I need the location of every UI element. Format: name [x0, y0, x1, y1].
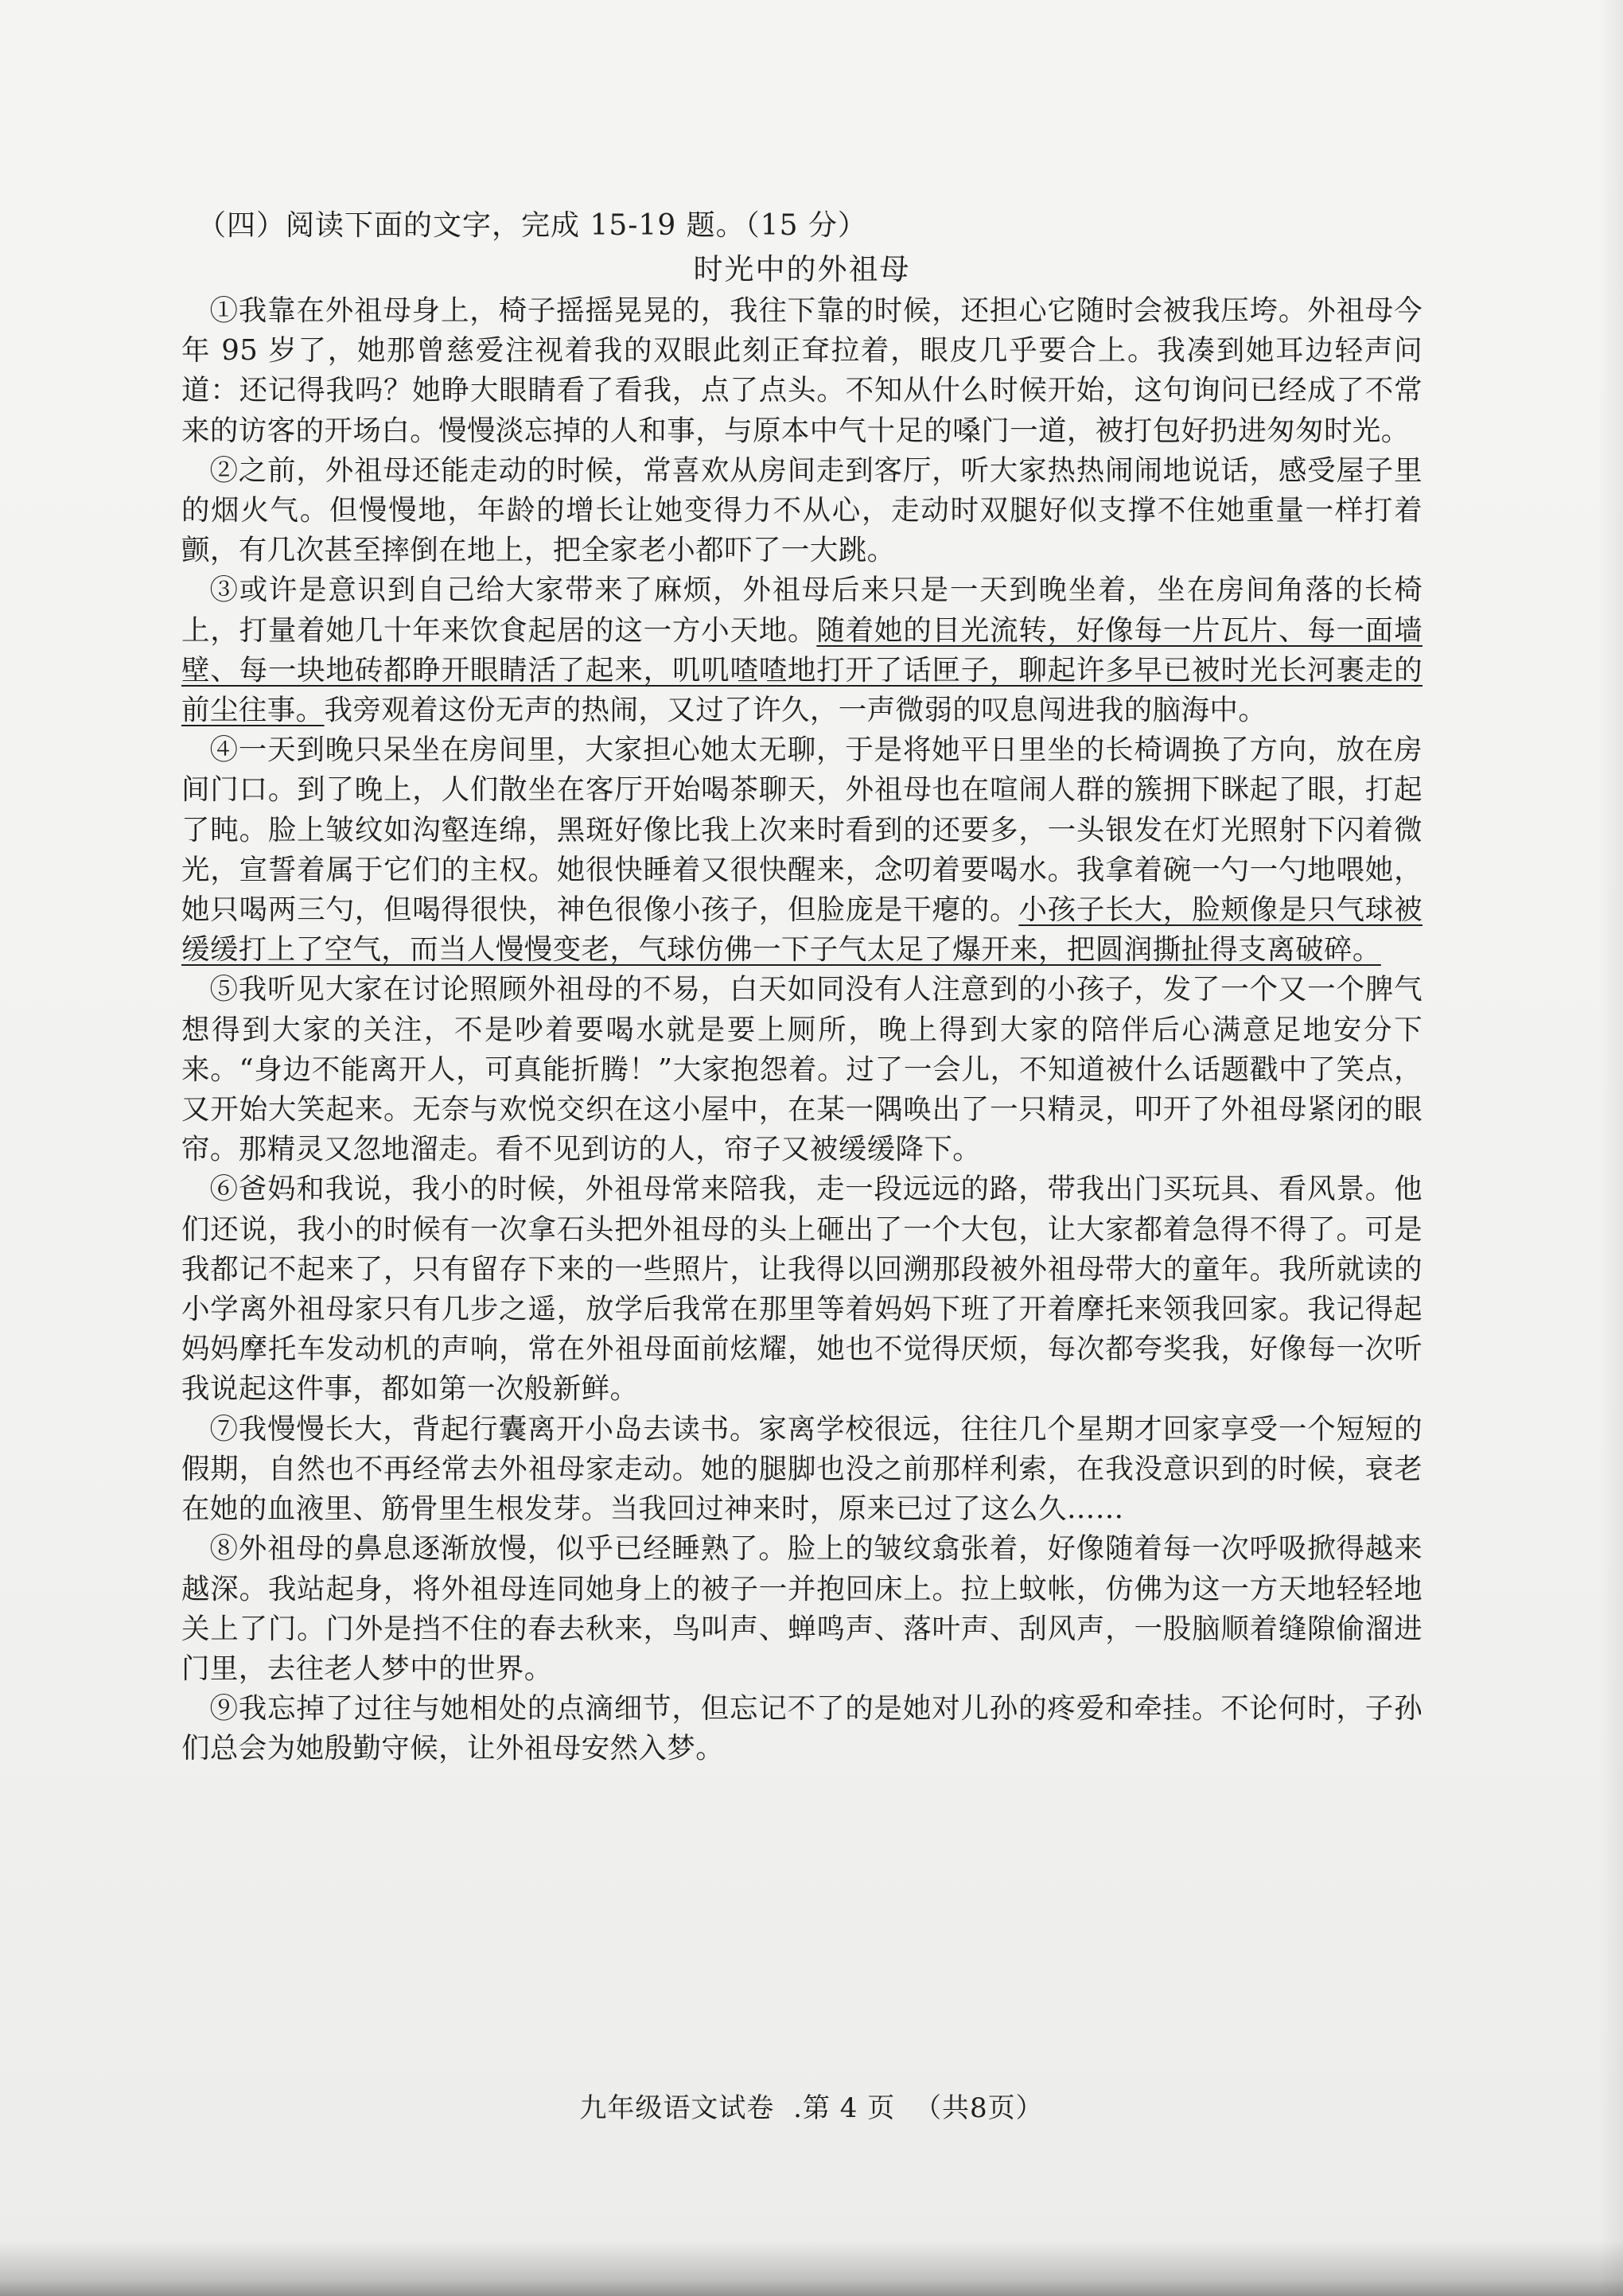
- paragraph-3: [181, 570, 1423, 730]
- scan-bottom-shadow: [0, 2240, 1623, 2296]
- paragraph-7: ⑦我慢慢长大，背起行囊离开小岛去读书。家离学校很远，往往几个星期才回家享受一个短短的假期，自然也不再经常去外祖母家走动。她的腿脚也没之前那样利索，在我没意识到的时候，衰老在她的血液里、筋骨里生根发芽。当我回过神来时，原来已过了这么久……: [181, 1412, 1423, 1526]
- section-heading: （四）阅读下面的文字，完成 15-19 题。（15 分）: [197, 209, 867, 242]
- footer-total-pages: （共8页）: [914, 2092, 1044, 2124]
- scan-edge-shading: [1599, 0, 1623, 2296]
- paragraph-4-text: ④一天到晚只呆坐在房间里，大家担心她太无聊，于是将她平日里坐的长椅调换了方向，放在房间门口。到了晚上，人们散坐在客厅开始喝茶聊天，外祖母也在喧闹人群的簇拥下眯起了眼，打起了盹。脸上皱纹如沟壑连绵，黑斑好像比我上次来时看到的还要多，一头银发在灯光照射下闪着微光，宣誓着属于它们的主权。她很快睡着又很快醒来，念叨着要喝水。我拿着碗一勺一勺地喂她，她只喝两三勺，但喝得很快，神色很像小孩子，但脸庞是干瘪的。: [181, 734, 1423, 927]
- paragraph-1: ①我靠在外祖母身上，椅子摇摇晃晃的，我往下靠的时候，还担心它随时会被我压垮。外祖母今年 95 岁了，她那曾慈爱注视着我的双眼此刻正耷拉着，眼皮几乎要合上。我凑到她耳边轻声问道：还记得我吗？她睁大眼睛看了看我，点了点头。不知从什么时候开始，这句询问已经成了不常来的访客的开场白。慢慢淡忘掉的人和事，与原本中气十足的嗓门一道，被打包好扔进匆匆时光。: [181, 294, 1423, 447]
- paragraph-6: ⑥爸妈和我说，我小的时候，外祖母常来陪我，走一段远远的路，带我出门买玩具、看风景。他们还说，我小的时候有一次拿石头把外祖母的头上砸出了一个大包，让大家都着急得不得了。可是我都记不起来了，只有留存下来的一些照片，让我得以回溯那段被外祖母带大的童年。我所就读的小学离外祖母家只有几步之遥，放学后我常在那里等着妈妈下班了开着摩托来领我回家。我记得起妈妈摩托车发动机的声响，常在外祖母面前炫耀，她也不觉得厌烦，每次都夸奖我，好像每一次听我说起这件事，都如第一次般新鲜。: [181, 1173, 1423, 1406]
- paragraph-2: ②之前，外祖母还能走动的时候，常喜欢从房间走到客厅，听大家热热闹闹地说话，感受屋子里的烟火气。但慢慢地，年龄的增长让她变得力不从心，走动时双腿好似支撑不住她重量一样打着颤，有几次甚至摔倒在地上，把全家老小都吓了一大跳。: [181, 453, 1423, 567]
- paragraph-3-text: ③或许是意识到自己给大家带来了麻烦，外祖母后来只是一天到晚坐着，坐在房间角落的长椅上，打量着她几十年来饮食起居的这一方小天地。: [181, 574, 1423, 647]
- article-title: 时光中的外祖母: [693, 252, 911, 286]
- paragraph-5: ⑤我听见大家在讨论照顾外祖母的不易，白天如同没有人注意到的小孩子，发了一个又一个脾气想得到大家的关注，不是吵着要喝水就是要上厕所，晚上得到大家的陪伴后心满意足地安分下来。“身边不能离开人，可真能折腾！”大家抱怨着。过了一会儿，不知道被什么话题戳中了笑点，又开始大笑起来。无奈与欢悦交织在这小屋中，在某一隅唤出了一只精灵，叩开了外祖母紧闭的眼帘。那精灵又忽地溜走。看不见到访的人，帘子又被缓缓降下。: [181, 973, 1423, 1166]
- underlined-sentence-2: 小孩子长大，脸颊像是只气球被缓缓打上了空气，而当人慢慢变老，气球仿佛一下子气太足了爆开来，把圆润撕扯得支离破碎。: [181, 893, 1423, 967]
- paragraph-4: [181, 730, 1423, 970]
- paragraph-8: ⑧外祖母的鼻息逐渐放慢，似乎已经睡熟了。脸上的皱纹翕张着，好像随着每一次呼吸掀得越来越深。我站起身，将外祖母连同她身上的被子一并抱回床上。拉上蚊帐，仿佛为这一方天地轻轻地关上了门。门外是挡不住的春去秋来，鸟叫声、蝉鸣声、落叶声、刮风声，一股脑顺着缝隙偷溜进门里，去往老人梦中的世界。: [181, 1532, 1423, 1685]
- footer-page-number: .第 4 页: [793, 2092, 896, 2124]
- footer-exam-name: 九年级语文试卷: [579, 2092, 775, 2124]
- page-footer: [0, 2086, 1623, 2125]
- page-content: [181, 205, 1423, 1769]
- underlined-sentence-1: 随着她的目光流转，好像每一片瓦片、每一面墙壁、每一块地砖都睁开眼睛活了起来，叽叽喳喳地打开了话匣子，聊起许多早已被时光长河裹走的前尘往事。: [181, 613, 1423, 727]
- paragraph-9: ⑨我忘掉了过往与她相处的点滴细节，但忘记不了的是她对儿孙的疼爱和牵挂。不论何时，子孙们总会为她殷勤守候，让外祖母安然入梦。: [181, 1692, 1423, 1765]
- paragraph-3-text-end: 我旁观着这份无声的热闹，又过了许久，一声微弱的叹息闯进我的脑海中。: [324, 694, 1267, 727]
